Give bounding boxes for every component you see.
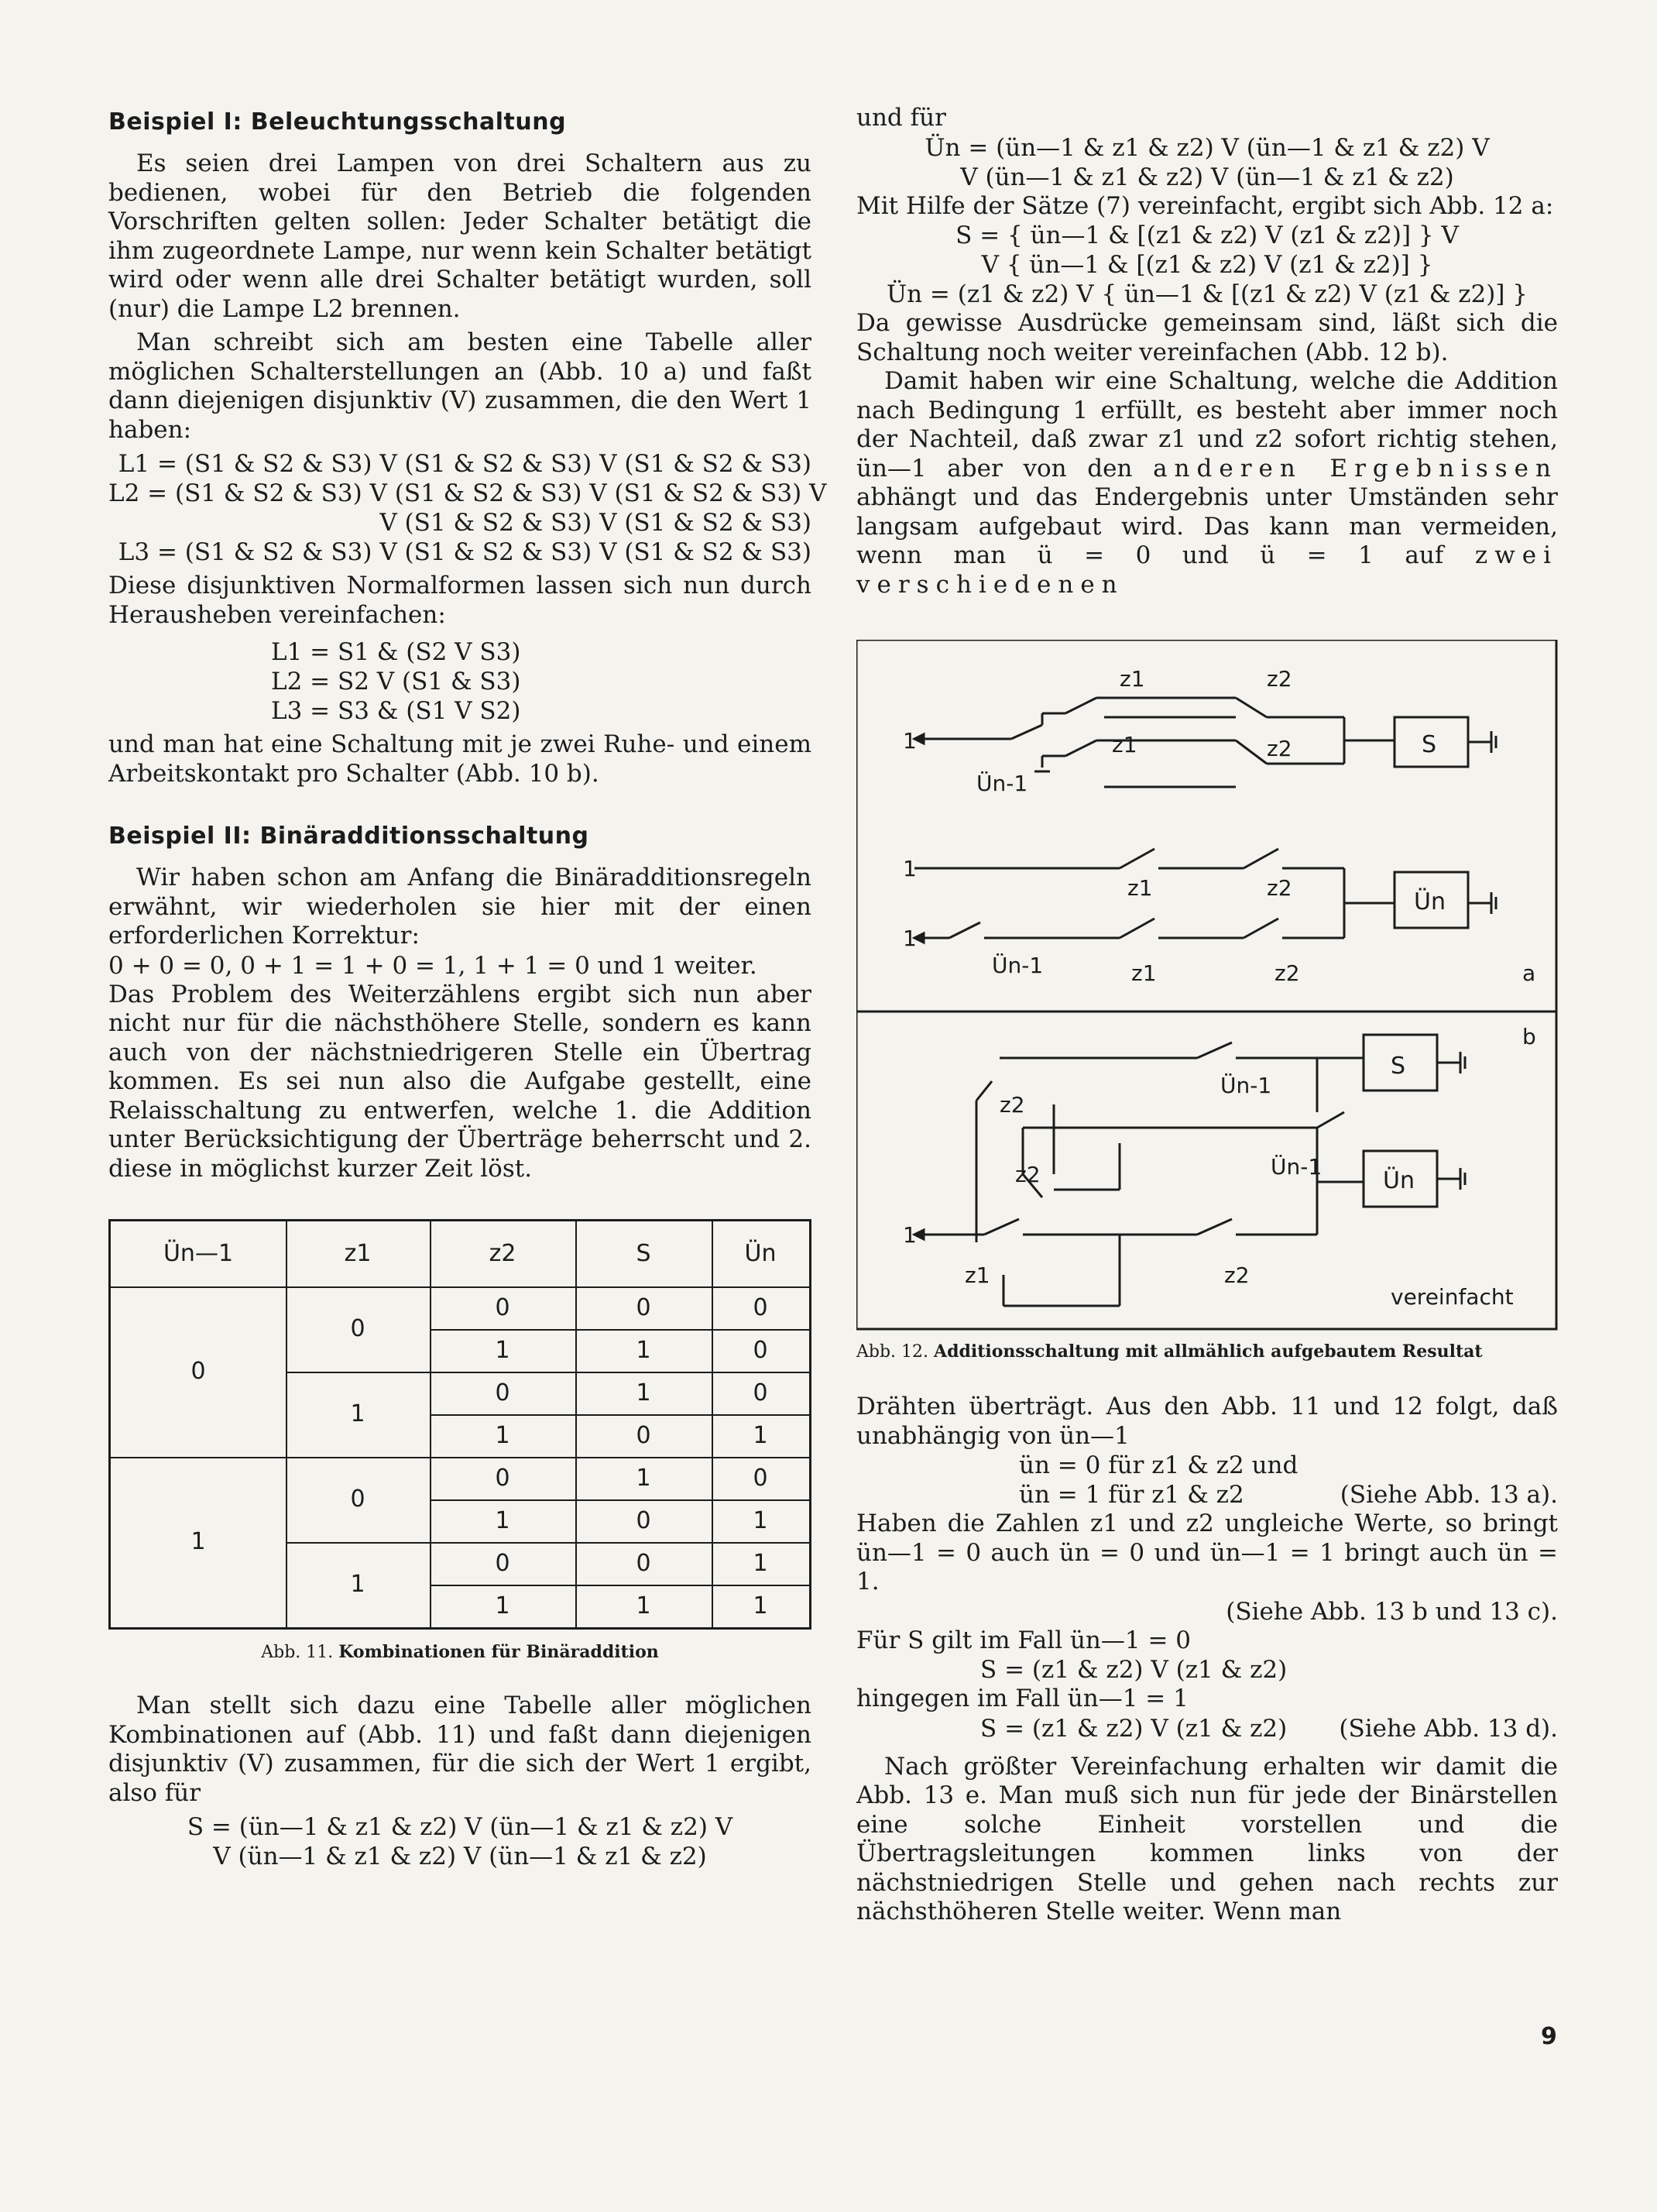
reference-13d: (Siehe Abb. 13 d). bbox=[1339, 1714, 1558, 1743]
left-column bbox=[108, 108, 827, 1871]
table-cell-z1: 1 bbox=[350, 1571, 365, 1598]
formula-un: Ün = (ün—1 & z1 & z2) V (ün—1 & z1 & z2) V bbox=[925, 133, 1490, 162]
figure-12-circuit bbox=[856, 640, 1558, 1337]
paragraph: Haben die Zahlen z1 und z2 ungleiche Werte, so bringt ün—1 = 0 auch ün = 0 und ün—1 = 1 bringt auch ün = 1. bbox=[856, 1510, 1558, 1595]
figure-caption-12 bbox=[856, 1341, 1558, 1362]
figure-caption-11 bbox=[108, 1642, 811, 1662]
table-cell-z1: 0 bbox=[350, 1315, 365, 1342]
right-column bbox=[856, 104, 1558, 1927]
table-cell-s: 1 bbox=[636, 1464, 651, 1492]
paragraph: Man schreibt sich am besten eine Tabelle aller möglichen Schalterstellungen an (Abb. 10 a) und faßt dann diejenigen disjunktiv (V) zusammen, die den Wert 1 haben: bbox=[108, 328, 811, 444]
table-header-cell: Ün bbox=[744, 1240, 777, 1267]
table-cell-z2: 0 bbox=[495, 1549, 510, 1577]
formula-simplified-l1: L1 = S1 & (S2 V S3) bbox=[271, 638, 521, 666]
caption-number: Abb. 11. bbox=[261, 1643, 334, 1662]
table-cell-un: 1 bbox=[753, 1549, 768, 1577]
un1-label: Ün-1 bbox=[992, 953, 1044, 978]
formula-l3: L3 = (S1 & S2 & S3) V (S1 & S2 & S3) V (S1 & S2 & S3) bbox=[118, 538, 811, 566]
table-cell-un: 0 bbox=[753, 1379, 768, 1407]
caption-title: Additionsschaltung mit allmählich aufgebautem Resultat bbox=[934, 1341, 1483, 1362]
paragraph: Da gewisse Ausdrücke gemeinsam sind, läßt sich die Schaltung noch weiter vereinfachen (Abb. 12 b). bbox=[856, 309, 1558, 366]
paragraph bbox=[856, 367, 1558, 599]
z2-label: z2 bbox=[1224, 1262, 1250, 1288]
reference-13bc: (Siehe Abb. 13 b und 13 c). bbox=[1226, 1597, 1558, 1626]
paragraph: hingegen im Fall ün—1 = 1 bbox=[856, 1685, 1189, 1712]
formula-un-simplified: Ün = (z1 & z2) V { ün—1 & [(z1 & z2) V (z1 & z2)] } bbox=[886, 280, 1528, 308]
paragraph: Man stellt sich dazu eine Tabelle aller möglichen Kombinationen auf (Abb. 11) und faßt dann diejenigen disjunktiv (V) zusammen, für die sich der Wert 1 ergibt, also für bbox=[108, 1692, 811, 1807]
table-cell-z2: 1 bbox=[495, 1421, 510, 1449]
table-row-divider bbox=[111, 1457, 809, 1458]
circuit-a-bottom bbox=[914, 849, 1496, 943]
input-1-label: 1 bbox=[903, 1222, 917, 1248]
z1-label: z1 bbox=[965, 1262, 990, 1288]
relay-s-label: S bbox=[1422, 731, 1437, 758]
truth-table bbox=[108, 1219, 811, 1630]
z2-label: z2 bbox=[1267, 875, 1292, 901]
table-cell-s: 0 bbox=[636, 1421, 651, 1449]
un1-label: Ün-1 bbox=[1220, 1073, 1272, 1098]
z2-label: z2 bbox=[1267, 666, 1292, 692]
table-row-divider bbox=[430, 1499, 809, 1501]
table-header-cell: z1 bbox=[344, 1240, 372, 1267]
table-row-divider bbox=[430, 1414, 809, 1416]
table-cell-un: 0 bbox=[753, 1464, 768, 1492]
z2-label: z2 bbox=[1000, 1092, 1025, 1118]
circuit-diagram bbox=[856, 640, 1558, 1337]
table-row-divider bbox=[286, 1542, 809, 1544]
table-cell-s: 1 bbox=[636, 1336, 651, 1364]
formula-un-cont: V (ün—1 & z1 & z2) V (ün—1 & z1 & z2) bbox=[960, 163, 1454, 191]
formula-s-case1: S = (z1 & z2) V (z1 & z2) bbox=[980, 1714, 1288, 1743]
z2-label: z2 bbox=[1274, 960, 1300, 986]
table-cell-z2: 0 bbox=[495, 1293, 510, 1321]
table-row-divider bbox=[430, 1329, 809, 1331]
table-cell-z2: 1 bbox=[495, 1336, 510, 1364]
addition-rule: 0 + 0 = 0, 0 + 1 = 1 + 0 = 1, 1 + 1 = 0 und 1 weiter. bbox=[108, 951, 757, 980]
formula-un-1: ün = 1 für z1 & z2 bbox=[1019, 1481, 1244, 1509]
diagram-b-label: b bbox=[1522, 1024, 1536, 1049]
table-cell-un: 0 bbox=[753, 1336, 768, 1364]
table-cell-un: 1 bbox=[753, 1592, 768, 1620]
un1-label: Ün-1 bbox=[976, 771, 1028, 796]
text-run: abhängt und das Endergebnis unter Umständen sehr langsam aufgebaut wird. Das kann man vermeiden, wenn man ü = 0 und ü = 1 auf bbox=[856, 483, 1558, 569]
paragraph: Drähten überträgt. Aus den Abb. 11 und 12 folgt, daß unabhängig von ün—1 bbox=[856, 1393, 1558, 1450]
table-row-divider bbox=[430, 1585, 809, 1586]
z2-label: z2 bbox=[1015, 1162, 1041, 1187]
paragraph: und man hat eine Schaltung mit je zwei Ruhe- und einem Arbeitskontakt pro Schalter (Abb. 10 b). bbox=[108, 730, 811, 788]
formula-simplified-l3: L3 = S3 & (S1 V S2) bbox=[271, 697, 521, 725]
heading-beispiel-1: Beispiel I: Beleuchtungsschaltung bbox=[108, 108, 567, 136]
paragraph: Es seien drei Lampen von drei Schaltern aus zu bedienen, wobei für den Betrieb die folgenden Vorschriften gelten sollen: Jeder Schalter betätigt die ihm zugeordnete Lampe, nur wenn kein Schalter betätigt wird oder wenn alle drei Schalter betätigt wurden, soll (nur) die Lampe L2 brennen. bbox=[108, 149, 811, 323]
paragraph: Mit Hilfe der Sätze (7) vereinfacht, ergibt sich Abb. 12 a: bbox=[856, 191, 1554, 220]
formula-simplified-l2: L2 = S2 V (S1 & S3) bbox=[271, 668, 521, 696]
table-cell-s: 1 bbox=[636, 1379, 651, 1407]
table-cell-un1: 0 bbox=[190, 1358, 206, 1385]
relay-un-label: Ün bbox=[1414, 888, 1446, 915]
formula-l2-cont: V (S1 & S2 & S3) V (S1 & S2 & S3) bbox=[379, 509, 811, 537]
text-run: Damit haben wir eine Schaltung, welche die Addition nach Bedingung 1 erfüllt, es besteht aber immer noch der Nachteil, daß zwar z1 und z2 sofort richtig stehen, ün—1 aber von den bbox=[856, 367, 1558, 483]
table-header-cell: Ün—1 bbox=[163, 1240, 234, 1267]
paragraph: und für bbox=[856, 104, 946, 132]
paragraph: Diese disjunktiven Normalformen lassen sich nun durch Herausheben vereinfachen: bbox=[108, 572, 811, 629]
z2-label: z2 bbox=[1267, 736, 1292, 761]
figure-frame bbox=[856, 640, 1556, 1329]
table-cell-un1: 1 bbox=[190, 1528, 206, 1555]
diagram-a-label: a bbox=[1522, 960, 1536, 986]
page-number: 9 bbox=[1541, 2023, 1557, 2050]
caption-number: Abb. 12. bbox=[856, 1342, 929, 1362]
formula-s-simplified: S = { ün—1 & [(z1 & z2) V (z1 & z2)] } V bbox=[955, 222, 1459, 249]
z1-label: z1 bbox=[1120, 666, 1145, 692]
paragraph: Das Problem des Weiterzählens ergibt sich nun aber nicht nur für die nächsthöhere Stelle, sondern es kann auch von der nächstniedrigeren Stelle ein Übertrag kommen. Es sei nun also die Aufgabe gestellt, eine Relaisschaltung zu entwerfen, welche 1. die Addition unter Berücksichtigung der Überträge beherrscht und 2. diese in möglichst kurzer Zeit löst. bbox=[108, 980, 811, 1183]
table-cell-s: 0 bbox=[636, 1549, 651, 1577]
z1-label: z1 bbox=[1127, 875, 1153, 901]
z1-label: z1 bbox=[1131, 960, 1157, 986]
relay-un-label: Ün bbox=[1383, 1167, 1415, 1194]
input-1-label: 1 bbox=[903, 728, 917, 754]
formula-l1: L1 = (S1 & S2 & S3) V (S1 & S2 & S3) V (S1 & S2 & S3) bbox=[118, 450, 811, 478]
spaced-text: anderen Ergebnissen bbox=[1153, 454, 1558, 483]
table-cell-un: 0 bbox=[753, 1293, 768, 1321]
formula-s-case1-row bbox=[856, 1714, 1558, 1743]
paragraph: Nach größter Vereinfachung erhalten wir damit die Abb. 13 e. Man muß sich nun für jede der Binärstellen eine solche Einheit vorstellen und die Übertragsleitungen kommen links von der nächstniedrigen Stelle und gehen nach rechts zur nächsthöheren Stelle weiter. Wenn man bbox=[856, 1752, 1558, 1925]
formula-s-simplified-cont: V { ün—1 & [(z1 & z2) V (z1 & z2)] } bbox=[981, 251, 1433, 279]
table-cell-z1: 0 bbox=[350, 1486, 365, 1513]
table-header-cell: S bbox=[636, 1240, 651, 1267]
vereinfacht-label: vereinfacht bbox=[1391, 1284, 1514, 1310]
spaced-text: zwei verschiedenen bbox=[856, 541, 1558, 599]
formula-s: S = (ün—1 & z1 & z2) V (ün—1 & z1 & z2) V bbox=[187, 1813, 733, 1841]
table-cell-z2: 1 bbox=[495, 1506, 510, 1534]
reference-13a: (Siehe Abb. 13 a). bbox=[1340, 1481, 1558, 1509]
formula-un-1-row bbox=[856, 1480, 1558, 1510]
table-header-cell: z2 bbox=[489, 1240, 516, 1267]
table-cell-un: 1 bbox=[753, 1506, 768, 1534]
formula-s-case0: S = (z1 & z2) V (z1 & z2) bbox=[980, 1656, 1288, 1684]
table-cell-z2: 1 bbox=[495, 1592, 510, 1620]
un1-label: Ün-1 bbox=[1271, 1154, 1323, 1180]
paragraph: Für S gilt im Fall ün—1 = 0 bbox=[856, 1626, 1192, 1654]
table-cell-z2: 0 bbox=[495, 1464, 510, 1492]
table-cell-s: 0 bbox=[636, 1293, 651, 1321]
table-cell-z1: 1 bbox=[350, 1400, 365, 1427]
paragraph: Wir haben schon am Anfang die Binäradditionsregeln erwähnt, wir wiederholen sie hier mit der einen erforderlichen Korrektur: bbox=[108, 864, 811, 950]
table-cell-un: 1 bbox=[753, 1421, 768, 1449]
table-cell-s: 1 bbox=[636, 1592, 651, 1620]
relay-s-label: S bbox=[1391, 1053, 1406, 1080]
z1-label: z1 bbox=[1112, 732, 1137, 757]
formula-s-cont: V (ün—1 & z1 & z2) V (ün—1 & z1 & z2) bbox=[213, 1843, 707, 1870]
input-1-label: 1 bbox=[903, 856, 917, 881]
formula-un-0: ün = 0 für z1 & z2 und bbox=[1019, 1451, 1298, 1479]
caption-title: Kombinationen für Binäraddition bbox=[338, 1642, 659, 1662]
input-1-label: 1 bbox=[903, 926, 917, 951]
formula-l2: L2 = (S1 & S2 & S3) V (S1 & S2 & S3) V (S1 & S2 & S3) V bbox=[108, 479, 827, 507]
table-header-divider bbox=[111, 1286, 809, 1288]
table-cell-s: 0 bbox=[636, 1506, 651, 1534]
table-cell-z2: 0 bbox=[495, 1379, 510, 1407]
heading-beispiel-2: Beispiel II: Binäradditionsschaltung bbox=[108, 823, 589, 850]
table-row-divider bbox=[286, 1372, 809, 1373]
